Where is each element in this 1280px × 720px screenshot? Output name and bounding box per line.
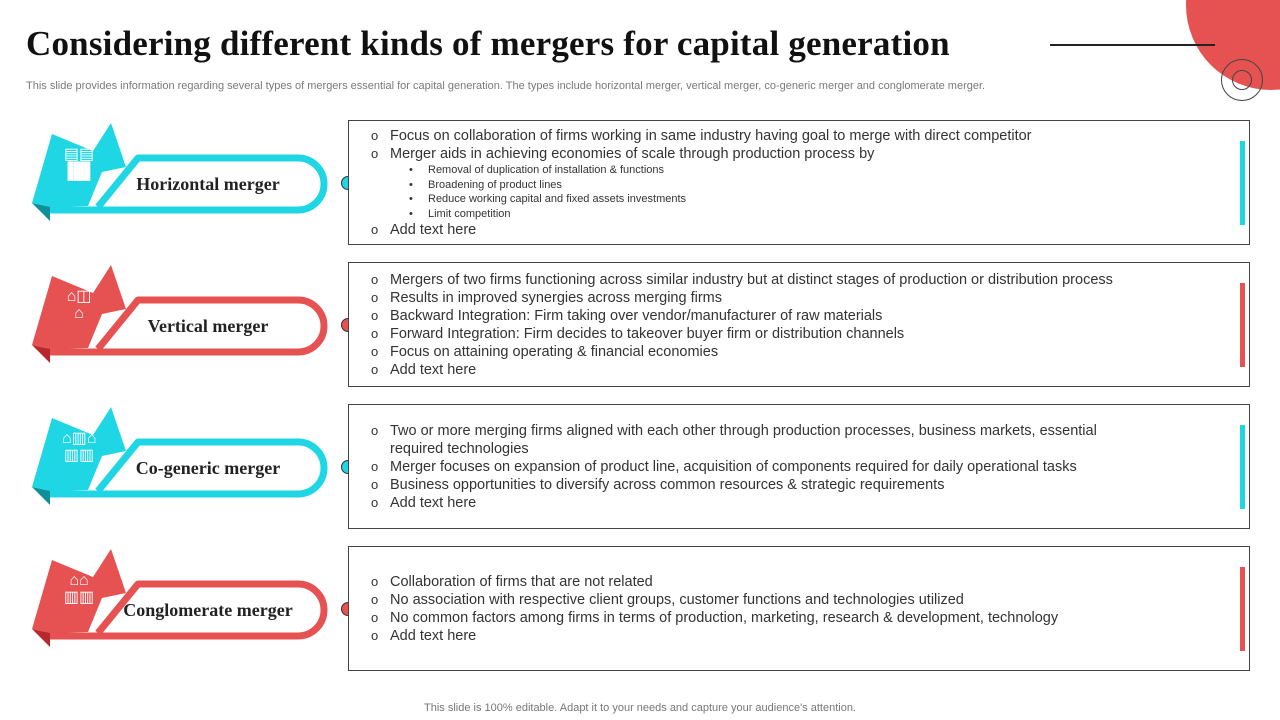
bullet-text: Focus on collaboration of firms working in same industry having goal to merge with direct competitor: [390, 128, 1032, 144]
merger-label: Horizontal merger: [136, 173, 280, 194]
merger-label: Conglomerate merger: [123, 599, 293, 620]
sub-bullet-point: • Removal of duplication of installation & functions: [409, 163, 1150, 178]
point-list: [371, 271, 1150, 379]
city-buildings-icon: ⌂▥⌂ ▥▥: [62, 430, 97, 464]
page-title: Considering different kinds of mergers for capital generation: [26, 24, 950, 63]
bullet-text: Add text here: [390, 495, 477, 511]
point-list: [371, 127, 1150, 239]
point-list: [371, 573, 1150, 645]
title-divider: [1050, 44, 1215, 46]
sub-bullet-point: • Reduce working capital and fixed assets investments: [409, 192, 1150, 207]
merger-row: [0, 262, 1280, 392]
bullet-point: [371, 609, 1150, 627]
merger-detail-box: [348, 546, 1250, 671]
accent-bar: [1240, 283, 1245, 367]
bullet-point: [371, 494, 1150, 512]
merger-detail-box: [348, 262, 1250, 387]
bullet-text: Backward Integration: Firm taking over vendor/manufacturer of raw materials: [390, 308, 883, 324]
bullet-text: Mergers of two firms functioning across similar industry but at distinct stages of production or distribution process: [390, 272, 1113, 288]
bullet-point: [371, 325, 1150, 343]
bullet-point: [371, 573, 1150, 591]
bullet-point: [371, 422, 1150, 458]
bullet-point: [371, 289, 1150, 307]
merger-detail-box: [348, 404, 1250, 529]
point-list: [371, 422, 1150, 512]
merger-label: Co-generic merger: [135, 457, 281, 478]
merger-label: Vertical merger: [147, 315, 269, 336]
footer-note: This slide is 100% editable. Adapt it to your needs and capture your audience's attention.: [424, 702, 856, 714]
bullet-text: Collaboration of firms that are not related: [390, 574, 653, 590]
bullet-text: Business opportunities to diversify across common resources & strategic requirements: [390, 477, 945, 493]
bullet-point: [371, 221, 1150, 239]
bullet-point: [371, 458, 1150, 476]
page-subtitle: This slide provides information regarding several types of mergers essential for capital generation. The types include horizontal merger, vertical merger, co-generic merger and conglomerate merger.: [26, 80, 986, 92]
accent-bar: [1240, 141, 1245, 225]
bullet-text: No association with respective client groups, customer functions and technologies utilized: [390, 592, 964, 608]
sub-bullet-point: • Limit competition: [409, 207, 1150, 222]
bullet-point: [371, 271, 1150, 289]
bullet-point: [371, 361, 1150, 379]
bullet-text: No common factors among firms in terms of production, marketing, research & development, technology: [390, 610, 1059, 626]
bullet-text: Add text here: [390, 628, 477, 644]
bullet-text: Add text here: [390, 362, 477, 378]
merge-buildings-icon: ⌂⌂ ▥▥: [63, 572, 95, 606]
accent-bar: [1240, 567, 1245, 651]
bullet-text: Merger focuses on expansion of product line, acquisition of components required for daily operational tasks: [390, 459, 1077, 475]
merger-detail-box: [348, 120, 1250, 245]
bullet-text: Add text here: [390, 222, 477, 238]
bullet-text: Forward Integration: Firm decides to takeover buyer firm or distribution channels: [390, 326, 905, 342]
sub-bullet-point: • Broadening of product lines: [409, 178, 1150, 193]
bullet-point: [371, 307, 1150, 325]
bullet-point: [371, 127, 1150, 145]
decorative-ring-inner: [1232, 70, 1252, 90]
merger-row: [0, 546, 1280, 676]
bullet-point: [371, 476, 1150, 494]
bullet-point: [371, 145, 1150, 221]
merger-row: [0, 120, 1280, 250]
bullet-text: Merger aids in achieving economies of scale through production process by: [390, 146, 875, 162]
bullet-point: [371, 591, 1150, 609]
buildings-flow-icon: ⌂◫ ⌂: [66, 288, 92, 322]
bullet-point: [371, 343, 1150, 361]
accent-bar: [1240, 425, 1245, 509]
sub-point-list: [390, 163, 1150, 221]
servers-icon: ▤▤ ▐█▌: [62, 146, 97, 180]
bullet-text: Results in improved synergies across merging firms: [390, 290, 722, 306]
merger-row: [0, 404, 1280, 534]
bullet-text: Two or more merging firms aligned with each other through production processes, business markets, essential required technologies: [390, 423, 1097, 457]
bullet-text: Focus on attaining operating & financial economies: [390, 344, 719, 360]
bullet-point: [371, 627, 1150, 645]
